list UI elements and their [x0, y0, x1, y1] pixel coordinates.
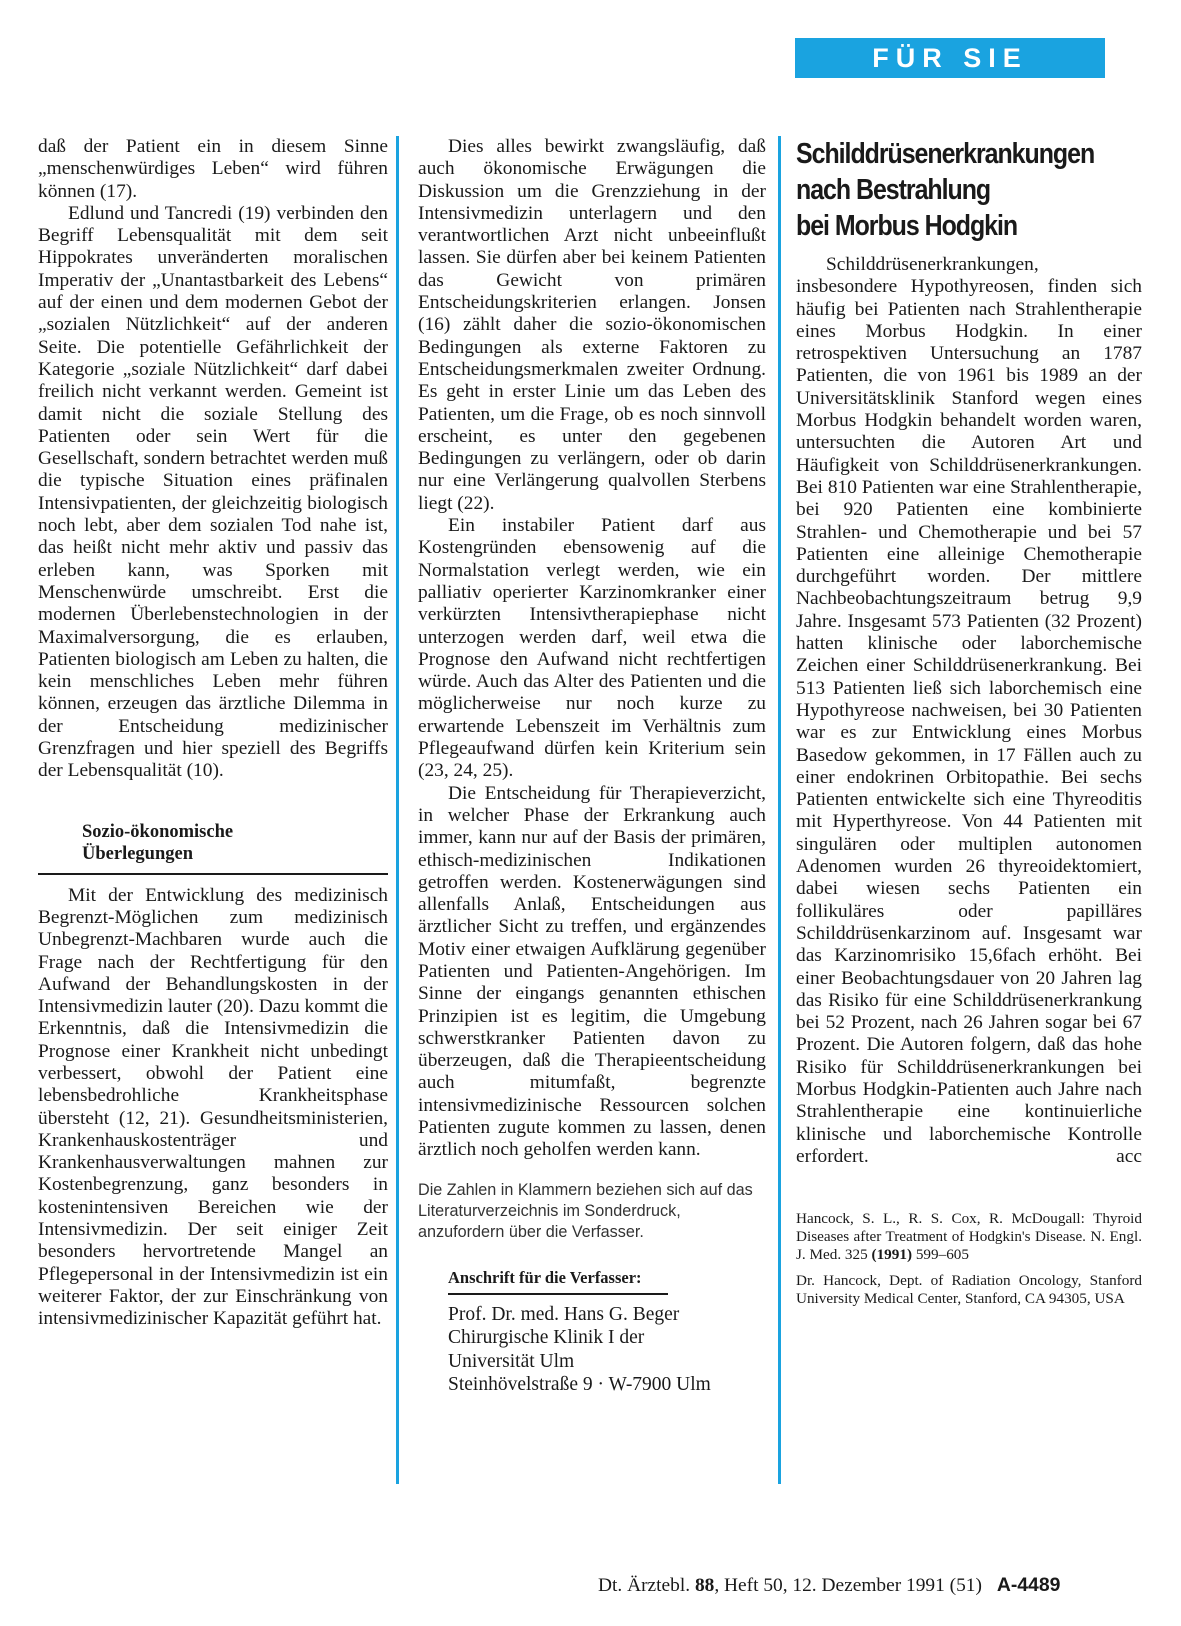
author-affiliation: Dr. Hancock, Dept. of Radiation Oncology, Stanford University Medical Center, Stanford, CA 94305, USA [796, 1272, 1142, 1308]
paragraph: Edlund und Tancredi (19) verbinden den Begriff Lebensqualität mit dem seit Hippokrates unveränderten moralischen Imperativ der „Unantastbarkeit des Lebens“ auf der einen und dem modernen Gebot der „sozialen Nützlichkeit“ auf der anderen Seite. Die potentielle Gefährlichkeit der Kategorie „soziale Nützlichkeit“ darf dabei freilich nicht verkannt werden. Gemeint ist damit nicht die soziale Stellung des Patienten oder sein Wert für die Gesellschaft, sondern betrachtet werden muß die typische Situation eines präfinalen Intensivpatienten, der gleichzeitig biologisch noch lebt, aber dem sozialen Tod nahe ist, das heißt nicht mehr aktiv und passiv das erleben kann, was Sporken mit Menschenwürde umschreibt. Erst die modernen Überlebenstechnologien in der Maximalversorgung, die es erlauben, Patienten biologisch am Leben zu halten, die kein menschliches Leben mehr führen können, erzeugen das ärztliche Dilemma in der Entscheidung medizinischer Grenzfragen und hier speziell des Begriffs der Lebensqualität (10). [38, 202, 388, 782]
paragraph: Dies alles bewirkt zwangsläufig, daß auch ökonomische Erwägungen die Diskussion um die Grenzziehung in der Intensivmedizin unterlagern und den verantwortlichen Arzt nicht unbeeinflußt lassen. Sie dürfen aber bei keinem Patienten das Gewicht von primären Entscheidungskriterien erlangen. Jonsen (16) zählt daher die sozio-ökonomischen Bedingungen als externe Faktoren zu Entscheidungsmerkmalen zweiter Ordnung. Es geht in erster Linie um das Leben des Patienten, um die Frage, ob es noch sinnvoll erscheint, es unter den gegebenen Bedingungen zu verlängern, oder ob darin nur eine Verlängerung qualvollen Sterbens liegt (22). [418, 136, 766, 514]
subheading [82, 821, 388, 865]
body-text: Schilddrüsenerkrankungen, insbesondere Hypothyreosen, finden sich häufig bei Patienten nach Strahlentherapie eines Morbus Hodgkin. In einer retrospektiven Untersuchung an 1787 Patienten, die von 1961 bis 1989 an der Universitätsklinik Stanford wegen eines Morbus Hodgkin behandelt worden waren, untersuchten die Autoren Art und Häufigkeit von Schilddrüsenerkrankungen. Bei 810 Patienten war eine Strahlentherapie, bei 920 Patienten eine kombinierte Strahlen- und Chemotherapie und bei 57 Patienten eine alleinige Chemotherapie durchgeführt worden. Der mittlere Nachbeobachtungszeitraum betrug 9,9 Jahre. Insgesamt 573 Patienten (32 Prozent) hatten klinische oder laborchemische Zeichen einer Schilddrüsenerkrankung. Bei 513 Patienten ließ sich laborchemisch eine Hypothyreose nachweisen, bei 30 Patienten war es zur Entwicklung eines Morbus Basedow gekommen, in 17 Fällen auch zu einer endokrinen Orbitopathie. Bei sechs Patienten entwickelte sich eine Thyreoditis mit Hyperthyreose. Von 44 Patienten mit singulären oder multiplen autonomen Adenomen wurden 26 thyreoidektomiert, dabei wiesen sechs Patienten ein follikuläres oder papilläres Schilddrüsenkarzinom auf. Insgesamt war das Karzinomrisiko 15,6fach erhöht. Bei einer Beobachtungsdauer von 20 Jahren lag das Risiko für eine Schilddrüsenerkrankung bei 52 Prozent, nach 26 Jahren sogar bei 67 Prozent. Die Autoren folgern, daß das hohe Risiko für Schilddrüsenerkrankungen bei Morbus Hodgkin-Patienten auch Jahre nach Strahlentherapie eine kontinuierliche klinische und laborchemische Kontrolle erfordert. [796, 254, 1142, 1167]
reference-note: Die Zahlen in Klammern beziehen sich auf das Literaturverzeichnis im Sonderdruck, anzufordern über die Verfasser. [418, 1180, 753, 1241]
address-label: Anschrift für die Verfasser: [448, 1267, 642, 1287]
column-divider-accent [778, 136, 781, 1484]
author-signature: acc [1116, 1145, 1142, 1167]
address-line: Steinhövelstraße 9 · W-7900 Ulm [448, 1374, 711, 1396]
paragraph: Ein instabiler Patient darf aus Kostengründen ebensowenig auf die Normalstation verlegt werden, wie ein palliativ operierter Karzinomkranker einer verkürzten Intensivtherapiephase nicht unterzogen werden darf, weil etwa die Prognose den Aufwand nicht rechtfertigen würde. Auch das Alter des Patienten und die möglicherweise nur noch kurze zu erwartende Lebenszeit im Verhältnis zum Pflegeaufwand dürfen kein Kriterium sein (23, 24, 25). [418, 515, 766, 782]
column-middle [418, 136, 766, 1397]
page-footer [598, 1574, 1144, 1597]
column-divider [396, 136, 399, 1484]
subheading-line: Überlegungen [82, 843, 193, 864]
citation-year: (1991) [871, 1246, 913, 1264]
citation-pages: 599–605 [915, 1246, 969, 1264]
title-line: Schilddrüsenerkrankungen [796, 138, 1095, 170]
title-line: bei Morbus Hodgkin [796, 210, 1018, 242]
column-left [38, 136, 388, 1331]
article-body [796, 254, 1142, 1168]
journal-issue: , Heft 50, 12. Dezember 1991 (51) [714, 1575, 982, 1596]
divider [448, 1293, 668, 1295]
citation [796, 1210, 1142, 1264]
subheading-line: Sozio-ökonomische [82, 821, 234, 842]
paragraph: Mit der Entwicklung des medizinisch Begrenzt-Möglichen zum medizinisch Unbegrenzt-Machbaren wurde auch die Frage nach der Rechtfertigung für den Aufwand der Behandlungskosten in der Intensivmedizin lauter (20). Dazu kommt die Erkenntnis, daß die Intensivmedizin die Prognose einer Krankheit nicht unbedingt verbessert, obwohl der Patient eine lebensbedrohliche Krankheitsphase übersteht (12, 21). Gesundheitsministerien, Krankenhauskostenträger und Krankenhausverwaltungen mahnen zur Kostenbegrenzung, ganz besonders in kostenintensiven Bereichen wie der Intensivmedizin. Der seit einiger Zeit besonders hervortretende Mangel an Pflegepersonal in der Intensivmedizin ist ein weiterer Faktor, der zur Einschränkung von intensivmedizinischer Kapazität geführt hat. [38, 884, 389, 1330]
author-address [448, 1303, 766, 1397]
column-right [796, 136, 1142, 1308]
section-badge: FÜR SIE REFERIERT [795, 38, 1105, 78]
citation-text: Hancock, S. L., R. S. Cox, R. McDougall: Thyroid Diseases after Treatment of Hodgkin's Disease. N. Engl. J. Med. 325 [796, 1210, 1142, 1264]
paragraph: Die Entscheidung für Therapieverzicht, in welcher Phase der Erkrankung auch immer, kann nur auf der Basis der primären, ethisch-medizinischen Indikationen getroffen werden. Kostenerwägungen sind allenfalls Anlaß, Entscheidungen aus ärztlicher Sicht zu treffen, und ergänzendes Motiv einer etwaigen Aufklärung gegenüber Patienten und Patienten-Angehörigen. Im Sinne der eingangs genannten ethischen Prinzipien ist es legitim, die Umgebung schwerstkranker Patienten davon zu überzeugen, daß die Therapieentscheidung auch mitumfaßt, begrenzte intensivmedizinische Ressourcen solchen Patienten zugute kommen zu lassen, denen ärztlich noch geholfen werden kann. [418, 782, 766, 1161]
journal-name: Dt. Ärztebl. [598, 1575, 691, 1596]
paragraph: daß der Patient ein in diesem Sinne „menschenwürdiges Leben“ wird führen können (17). [38, 136, 388, 202]
address-line: Chirurgische Klinik I der [448, 1327, 645, 1349]
article-title [796, 136, 1094, 244]
divider [38, 873, 388, 875]
page-number: A-4489 [996, 1574, 1061, 1596]
journal-volume: 88 [694, 1575, 715, 1596]
address-line: Universität Ulm [448, 1350, 575, 1372]
address-line: Prof. Dr. med. Hans G. Beger [448, 1303, 680, 1325]
title-line: nach Bestrahlung [796, 174, 991, 206]
